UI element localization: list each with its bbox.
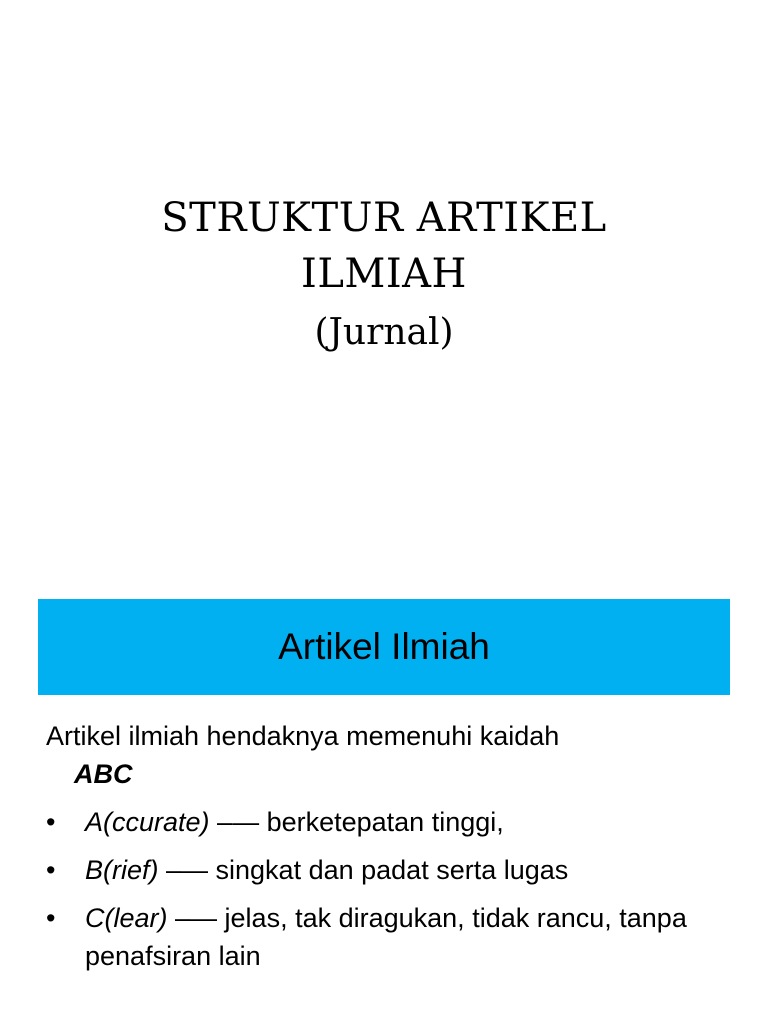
bullet-icon: • — [46, 903, 56, 933]
list-item — [46, 803, 726, 841]
bullet-dash: –— — [167, 903, 225, 933]
bullet-term: A(ccurate) — [85, 807, 210, 837]
title-slide — [0, 190, 768, 360]
intro-text: Artikel ilmiah hendaknya memenuhi kaidah — [46, 721, 560, 751]
bullet-term: C(lear) — [85, 903, 168, 933]
bullet-dash: –— — [209, 807, 267, 837]
intro-paragraph — [46, 717, 726, 793]
section-title: Artikel Ilmiah — [278, 626, 490, 667]
intro-emphasis: ABC — [74, 759, 133, 789]
slide-title-line-1: STRUKTUR ARTIKEL — [161, 195, 607, 241]
bullet-icon: • — [46, 807, 56, 837]
bullet-text: singkat dan padat serta lugas — [215, 855, 569, 885]
bullet-list — [46, 803, 726, 975]
slide-title-line-2: ILMIAH — [301, 251, 467, 297]
slide-subtitle: (Jurnal) — [314, 312, 454, 353]
list-item — [46, 899, 726, 975]
slide-body — [46, 717, 726, 985]
bullet-icon: • — [46, 855, 56, 885]
bullet-text: jelas, tak diragukan, tidak rancu, tanpa penafsiran lain — [85, 903, 687, 971]
bullet-dash: –— — [158, 855, 216, 885]
list-item — [46, 851, 726, 889]
bullet-text: berketepatan tinggi, — [266, 807, 504, 837]
bullet-term: B(rief) — [85, 855, 159, 885]
section-banner — [38, 599, 730, 695]
